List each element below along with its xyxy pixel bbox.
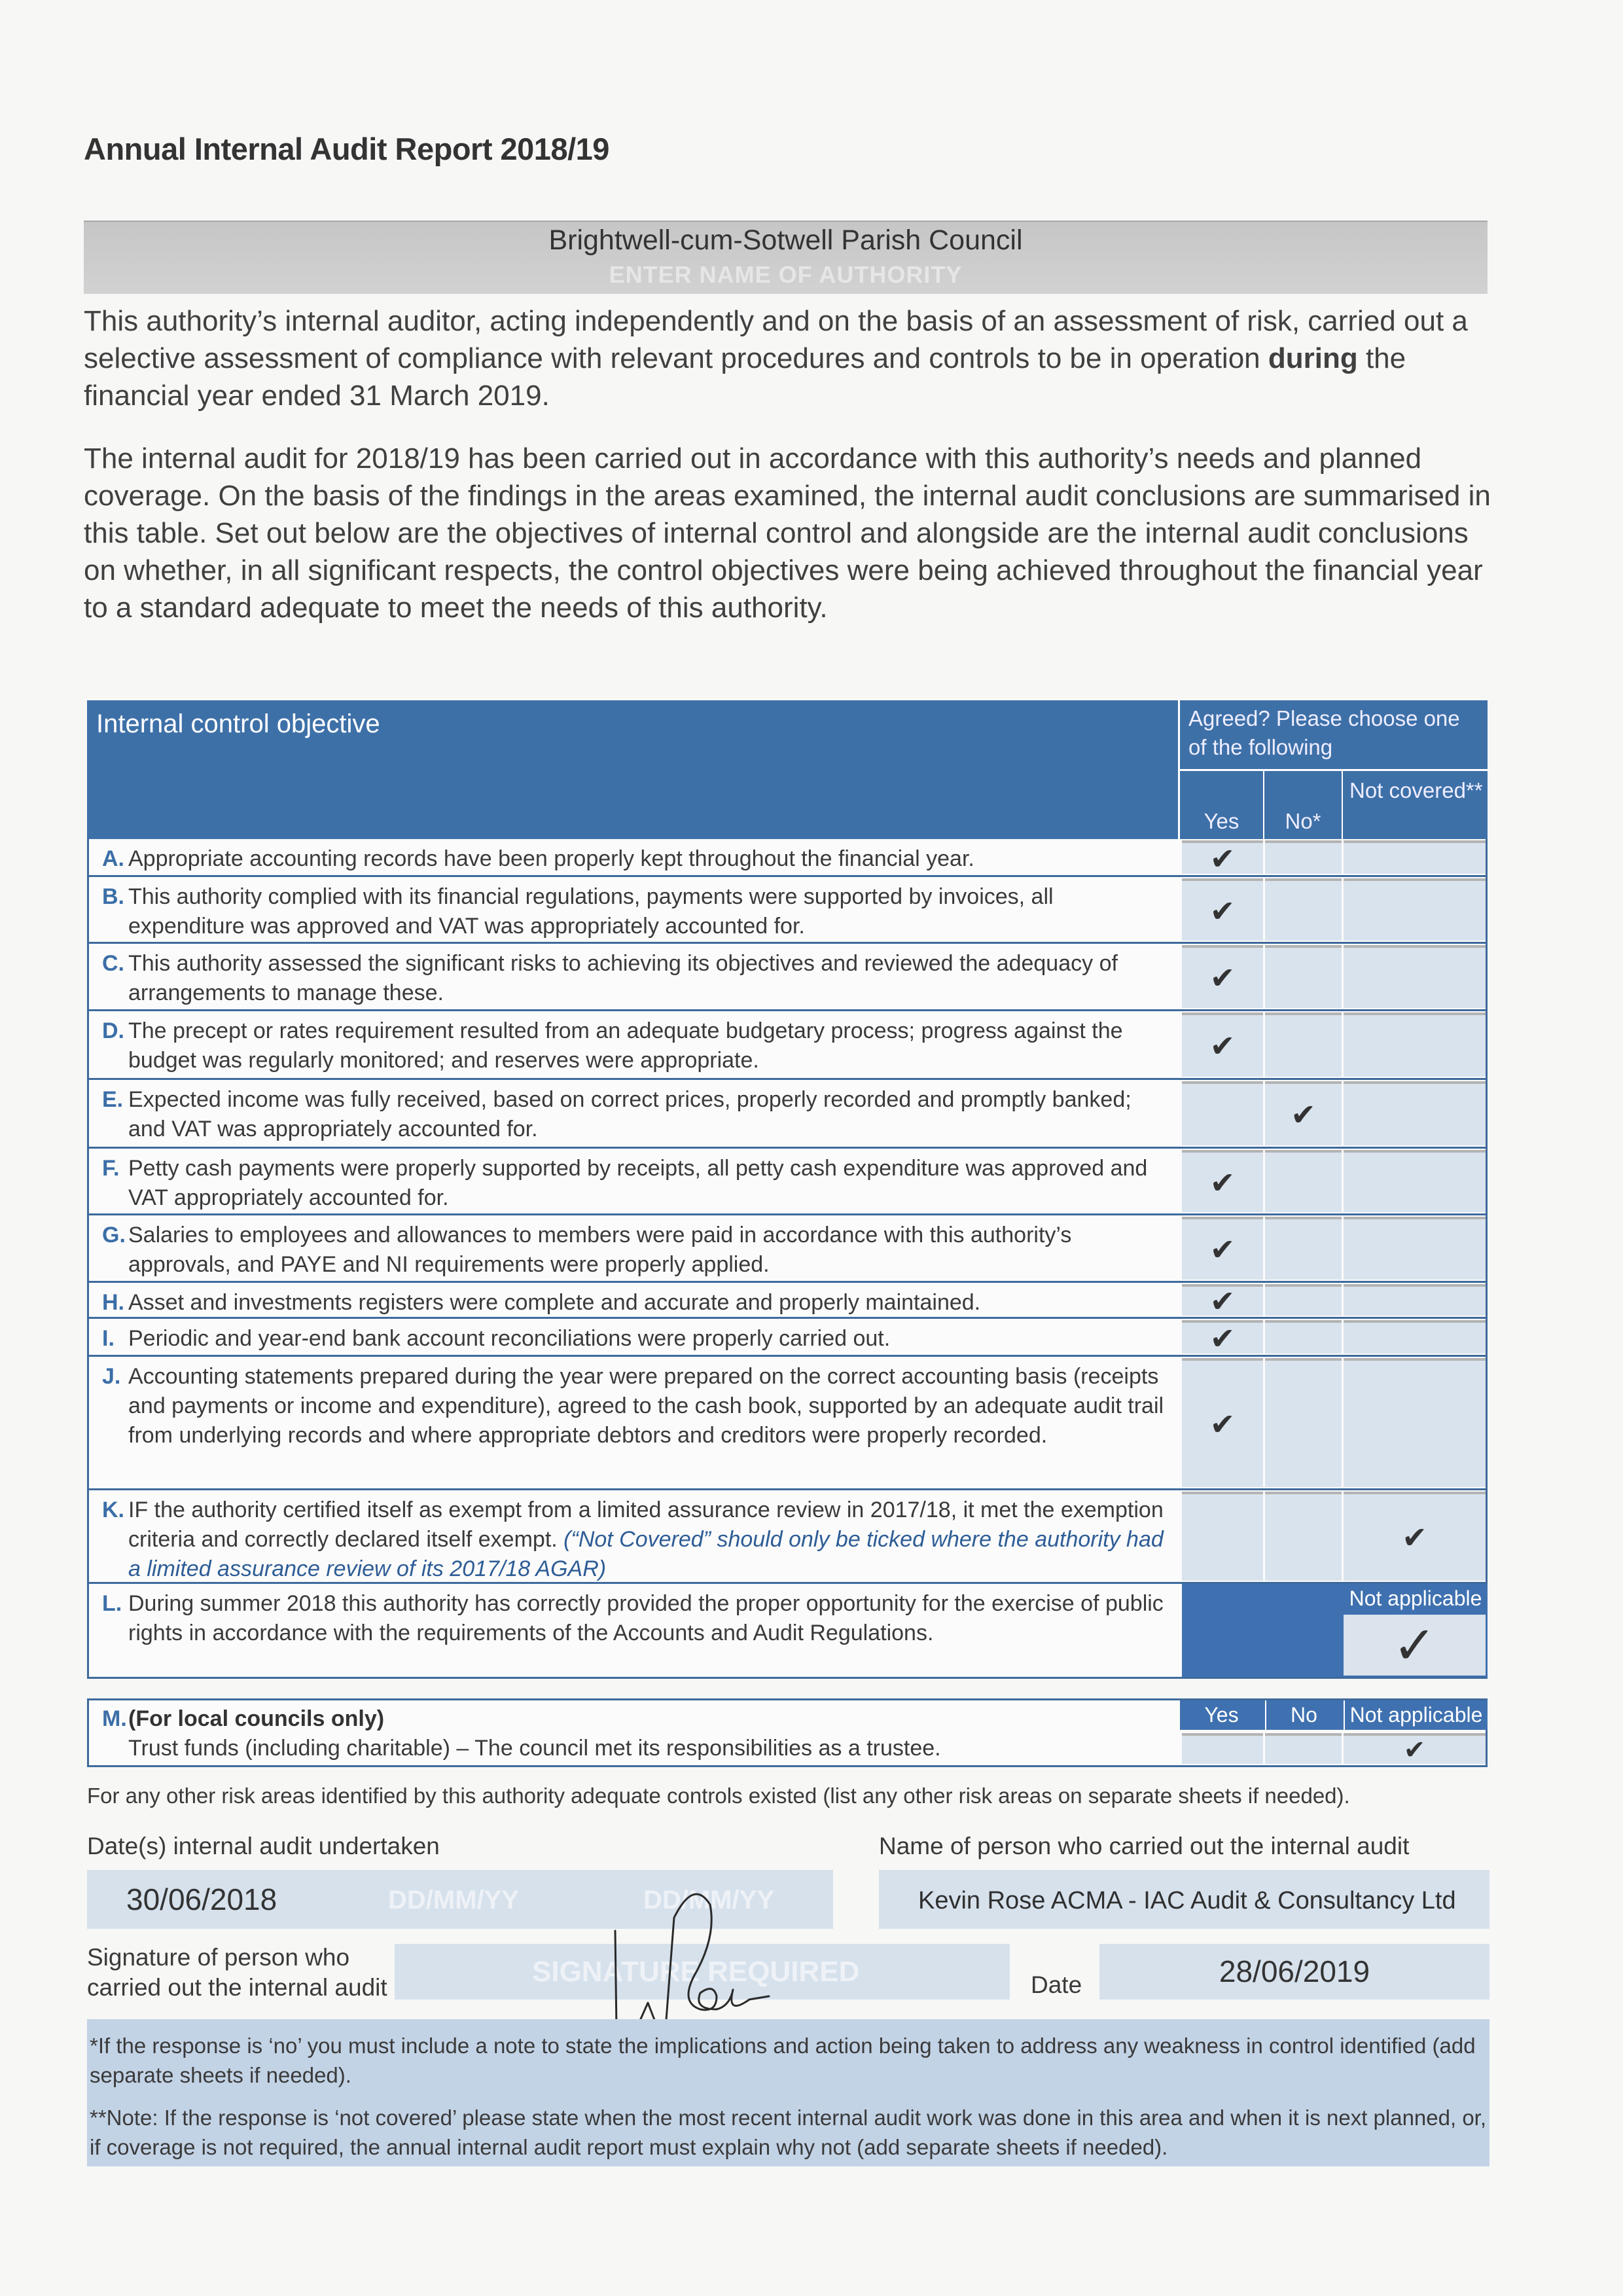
row-m-text: Trust funds (including charitable) – The council met its responsibilities as a trustee. — [128, 1736, 941, 1761]
yes-checkbox[interactable] — [1182, 1733, 1263, 1764]
row-objective-text: This authority complied with its financial regulations, payments were supported by invoices, all expenditure was approved and VAT was appropriately accounted for. — [128, 884, 1054, 939]
yes-checkbox[interactable] — [1182, 878, 1263, 941]
intro-paragraph-1 — [84, 302, 1497, 414]
check-icon: ✔ — [1291, 1097, 1316, 1132]
table-row — [87, 1283, 1488, 1319]
check-icon: ✔ — [1403, 1734, 1426, 1765]
audit-date-3-placeholder: DD/MM/YY — [643, 1886, 774, 1914]
not-covered-checkbox[interactable] — [1344, 1320, 1486, 1354]
row-letter: I. — [102, 1326, 115, 1351]
row-objective-text: Expected income was fully received, based on correct prices, properly recorded and promptly banked; and VAT was appropriately accounted for. — [128, 1087, 1132, 1141]
no-checkbox[interactable] — [1265, 1320, 1342, 1354]
row-text — [96, 1324, 1169, 1354]
signature-label-line1: Signature of person who — [87, 1944, 350, 1971]
not-covered-checkbox[interactable] — [1344, 1217, 1486, 1280]
row-m-table — [87, 1698, 1488, 1767]
row-text — [96, 882, 1169, 941]
row-text — [96, 1589, 1169, 1648]
row-text — [96, 949, 1169, 1008]
row-text — [96, 844, 1169, 874]
header-agreed: Agreed? Please choose one of the following — [1188, 706, 1460, 759]
check-icon: ✔ — [1209, 1164, 1236, 1200]
table-row — [87, 1011, 1488, 1080]
sign-date-value: 28/06/2019 — [1219, 1954, 1370, 1988]
row-l-text: During summer 2018 this authority has correctly provided the proper opportunity for the exercise of public rights in accordance with the requirements of the Accounts and Audit Regulations. — [128, 1591, 1164, 1645]
table-row — [87, 877, 1488, 944]
not-covered-checkbox[interactable] — [1344, 1358, 1486, 1487]
row-objective-text: Salaries to employees and allowances to members were paid in accordance with this authority’s approvals, and PAYE and NI requirements were properly applied. — [128, 1223, 1072, 1277]
no-checkbox[interactable] — [1265, 1081, 1342, 1145]
row-text — [96, 1085, 1169, 1144]
no-checkbox[interactable] — [1265, 1284, 1342, 1316]
yes-checkbox[interactable] — [1182, 1358, 1263, 1487]
no-checkbox[interactable] — [1265, 1217, 1342, 1280]
header-yes: Yes — [1204, 809, 1240, 833]
row-letter: G. — [102, 1223, 126, 1247]
not-covered-checkbox[interactable] — [1344, 878, 1486, 941]
yes-checkbox[interactable] — [1182, 1320, 1263, 1354]
row-text — [96, 1362, 1169, 1450]
row-letter: A. — [102, 846, 124, 871]
check-icon: ✔ — [1209, 1406, 1236, 1442]
signature-label-line2: carried out the internal audit — [87, 1974, 387, 2001]
no-checkbox[interactable] — [1265, 1358, 1342, 1487]
other-risk-text: For any other risk areas identified by this authority adequate controls existed (list any other risk areas on separate sheets if needed). — [87, 1784, 1350, 1808]
check-icon: ✔ — [1209, 1320, 1236, 1356]
footnotes-box — [87, 2019, 1489, 2166]
no-checkbox[interactable] — [1265, 1013, 1342, 1077]
table-row — [87, 1319, 1488, 1357]
header-no: No — [1265, 1700, 1342, 1730]
row-objective-text: Appropriate accounting records have been properly kept throughout the financial year. — [128, 846, 974, 871]
not-covered-checkbox[interactable] — [1344, 1150, 1486, 1212]
no-checkbox[interactable] — [1265, 878, 1342, 941]
row-text — [96, 1496, 1169, 1584]
authority-name-field[interactable] — [84, 221, 1488, 294]
yes-checkbox[interactable] — [1182, 1081, 1263, 1145]
yes-checkbox[interactable] — [1182, 840, 1263, 874]
header-no: No* — [1263, 771, 1342, 839]
not-applicable-header: Not applicable — [1349, 1587, 1482, 1610]
row-letter: E. — [102, 1087, 124, 1112]
signature-placeholder: SIGNATURE REQUIRED — [532, 1956, 860, 1988]
row-objective-text: Asset and investments registers were complete and accurate and properly maintained. — [128, 1290, 981, 1315]
check-icon: ✔ — [1402, 1520, 1427, 1555]
not-covered-checkbox[interactable] — [1344, 1492, 1486, 1581]
intro-text: This authority’s internal auditor, acting independently and on the basis of an assessment of risk, carried out a selective assessment of compliance with relevant procedures and controls to be in operation — [84, 305, 1468, 374]
table-row — [87, 1149, 1488, 1215]
header-not-applicable: Not applicable — [1344, 1700, 1488, 1730]
intro-paragraph-2: The internal audit for 2018/19 has been carried out in accordance with this authority’s needs and planned coverage. On the basis of the findings in the areas examined, the internal audit conclusions are summarised in this table. Set out below are the objectives of internal control and alongside are the internal audit conclusions on whether, in all significant respects, the control objectives were being achieved throughout the financial year to a standard adequate to meet the needs of this authority. — [84, 442, 1491, 624]
yes-checkbox[interactable] — [1182, 945, 1263, 1008]
yes-checkbox[interactable] — [1182, 1492, 1263, 1581]
row-letter: B. — [102, 884, 124, 909]
yes-checkbox[interactable] — [1182, 1150, 1263, 1212]
audit-date-1: 30/06/2018 — [126, 1882, 277, 1916]
audit-date-2-placeholder: DD/MM/YY — [388, 1886, 519, 1914]
yes-checkbox[interactable] — [1182, 1283, 1263, 1319]
check-icon: ✔ — [1209, 893, 1236, 929]
table-row — [87, 1490, 1488, 1584]
row-objective-text: This authority assessed the significant risks to achieving its objectives and reviewed the adequacy of arrangements to manage these. — [128, 951, 1118, 1005]
row-letter: H. — [102, 1290, 124, 1315]
check-icon: ✔ — [1209, 1283, 1236, 1319]
row-letter: K. — [102, 1498, 124, 1522]
sign-date-label: Date — [1031, 1971, 1082, 1998]
no-checkbox[interactable] — [1265, 1492, 1342, 1581]
table-row — [87, 944, 1488, 1011]
table-row — [87, 839, 1488, 877]
auditor-name: Kevin Rose ACMA - IAC Audit & Consultancy Ltd — [918, 1887, 1456, 1914]
row-objective-text: The precept or rates requirement resulted from an adequate budgetary process; progress against the budget was regularly monitored; and reserves were appropriate. — [128, 1018, 1123, 1073]
not-covered-checkbox[interactable] — [1344, 1013, 1486, 1077]
not-covered-checkbox[interactable] — [1344, 945, 1486, 1008]
not-covered-checkbox[interactable] — [1344, 1284, 1486, 1316]
check-icon: ✔ — [1209, 960, 1236, 996]
row-letter: C. — [102, 951, 124, 976]
row-m-title: (For local councils only) — [128, 1706, 385, 1731]
row-text — [96, 1288, 1169, 1318]
row-objective-text: IF the authority certified itself as exempt from a limited assurance review in 2017/18, it met the exemption criteria and correctly declared itself exempt. — [128, 1498, 1164, 1552]
row-letter: J. — [102, 1364, 121, 1389]
yes-checkbox[interactable] — [1182, 1217, 1263, 1280]
row-note: (“Not Covered” should only be ticked where the authority had a limited assurance review of its 2017/18 AGAR) — [128, 1527, 1164, 1581]
footnote-no: *If the response is ‘no’ you must include a note to state the implications and action being taken to address any weakness in control identified (add separate sheets if needed). — [90, 2034, 1476, 2087]
no-checkbox[interactable] — [1265, 945, 1342, 1008]
header-yes: Yes — [1204, 1703, 1239, 1727]
row-m-text-block — [96, 1704, 941, 1763]
row-letter: F. — [102, 1156, 120, 1181]
table-row — [87, 1080, 1488, 1149]
yes-checkbox[interactable] — [1182, 1013, 1263, 1077]
row-text — [96, 1154, 1169, 1213]
auditor-name-label: Name of person who carried out the internal audit — [879, 1833, 1410, 1859]
table-row-l — [87, 1584, 1488, 1679]
row-letter: M. — [102, 1706, 127, 1731]
footnote-not-covered: **Note: If the response is ‘not covered’ please state when the most recent internal audit work was done in this area and when it is next planned, or, if coverage is not required, the annual internal audit report must explain why not (add separate sheets if needed). — [90, 2106, 1487, 2159]
check-icon: ✔ — [1209, 840, 1236, 876]
authority-name-placeholder: ENTER NAME OF AUTHORITY — [609, 261, 963, 288]
signature-label — [87, 1943, 388, 2003]
not-applicable-checkbox[interactable] — [1344, 1733, 1486, 1764]
sign-date-field[interactable] — [1099, 1944, 1489, 2000]
row-objective-text: Accounting statements prepared during the year were prepared on the correct accounting basis (receipts and payments or income and expenditure), agreed to the cash book, supported by an adequate audit trail from underlying records and where appropriate debtors and creditors were properly recorded. — [128, 1364, 1164, 1448]
table-row — [87, 1215, 1488, 1283]
no-checkbox[interactable] — [1265, 1733, 1342, 1764]
row-text — [96, 1221, 1169, 1280]
row-objective-text: Periodic and year-end bank account reconciliations were properly carried out. — [128, 1326, 891, 1351]
page-title: Annual Internal Audit Report 2018/19 — [84, 132, 609, 166]
authority-name: Brightwell-cum-Sotwell Parish Council — [548, 224, 1023, 256]
table-header — [87, 700, 1488, 839]
header-objective: Internal control objective — [96, 709, 380, 738]
intro-text-end: the financial year ended 31 March 2019. — [84, 342, 1406, 412]
table-row — [87, 1357, 1488, 1490]
check-icon: ✔ — [1209, 1028, 1236, 1064]
header-not-covered: Not covered** — [1342, 771, 1488, 839]
row-text — [96, 1016, 1169, 1075]
intro-bold: during — [1268, 342, 1358, 374]
check-icon: ✔ — [1209, 1232, 1236, 1267]
row-objective-text: Petty cash payments were properly supported by receipts, all petty cash expenditure was approved and VAT appropriately accounted for. — [128, 1156, 1148, 1210]
no-checkbox[interactable] — [1265, 840, 1342, 874]
not-applicable-checkbox[interactable] — [1344, 1615, 1486, 1676]
row-letter: D. — [102, 1018, 124, 1043]
audit-dates-label: Date(s) internal audit undertaken — [87, 1833, 440, 1859]
check-icon: ✓ — [1392, 1615, 1437, 1676]
not-covered-checkbox[interactable] — [1344, 840, 1486, 874]
not-covered-checkbox[interactable] — [1344, 1081, 1486, 1145]
row-letter: L. — [102, 1591, 122, 1616]
no-checkbox[interactable] — [1265, 1150, 1342, 1212]
auditor-name-field[interactable] — [879, 1870, 1489, 1929]
